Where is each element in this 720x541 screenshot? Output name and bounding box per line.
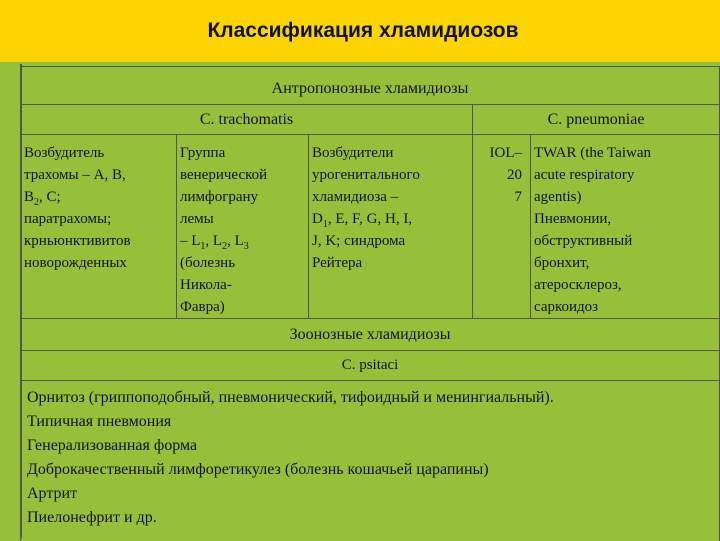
cell-line: паратрахомы; [24, 211, 112, 227]
cell-line: – $L_1$, $L_2$, $L_3$ [180, 233, 249, 252]
title-bar [0, 0, 720, 62]
cell-line: атеросклероз, [534, 277, 622, 293]
cell-line: J, K; синдрома [312, 233, 406, 249]
cell-line: TWAR (the Taiwan [534, 145, 651, 161]
trachomatis-header: C. trachomatis [21, 105, 473, 135]
cell-line: крньюнктивитов [24, 233, 131, 249]
cell-line: agentis) [534, 189, 582, 205]
cell-line: Группа [180, 145, 226, 161]
page-title: Классификация хламидиозов [207, 19, 519, 42]
cell-line: Возбудитель [24, 145, 105, 161]
list-item: Генерализованная форма [27, 437, 198, 454]
list-item: Пиелонефрит и др. [27, 509, 157, 526]
twar-cell [531, 135, 720, 319]
cell-line: хламидиоза – [312, 189, 399, 205]
cell-line: лемы [180, 211, 214, 227]
cell-line: acute respiratory [534, 167, 635, 183]
cell-line: $B_2$, С; [24, 189, 61, 208]
list-item: Доброкачественный лимфоретикулез (болезнь кошачьей царапины) [27, 461, 489, 478]
cell-line: новорожденных [24, 255, 127, 271]
iol-cell [473, 135, 531, 319]
cell-line: обструктивный [534, 233, 633, 249]
list-item: Орнитоз (гриппоподобный, пневмонический, тифоидный и менингиальный). [27, 389, 554, 406]
zoonotic-list-cell [21, 381, 720, 541]
list-item: Типичная пневмония [27, 413, 172, 430]
cell-line: $D_1$, E, F, G, H, I, [312, 211, 413, 230]
cell-line: Возбудители [312, 145, 394, 161]
cell-line: лимфограну [180, 189, 259, 205]
cell-line: Рейтера [312, 255, 363, 271]
classification-table [20, 66, 720, 541]
cell-line: Пневмонии, [534, 211, 612, 227]
lymphogranuloma-cell [177, 135, 309, 319]
cell-line: урогенитального [312, 167, 420, 183]
cell-line: саркоидоз [534, 299, 599, 315]
cell-line: IOL– [489, 145, 522, 161]
anthroponotic-header: Антропонозные хламидиозы [21, 67, 720, 105]
list-item: Артрит [27, 485, 78, 502]
trachoma-cell [21, 135, 177, 319]
cell-line: Фавра) [180, 299, 225, 315]
pneumoniae-header: C. pneumoniae [473, 105, 720, 135]
cell-line: Никола- [180, 277, 232, 293]
cell-line: бронхит, [534, 255, 590, 271]
psitaci-header: C. psitaci [21, 351, 720, 381]
cell-line: 7 [514, 189, 522, 205]
cell-line: трахомы – А, В, [24, 167, 126, 183]
zoonotic-header: Зоонозные хламидиозы [21, 319, 720, 351]
cell-line: 20 [507, 167, 522, 183]
cell-line: венерической [180, 167, 268, 183]
cell-line: (болезнь [180, 255, 236, 271]
urogenital-cell [309, 135, 473, 319]
